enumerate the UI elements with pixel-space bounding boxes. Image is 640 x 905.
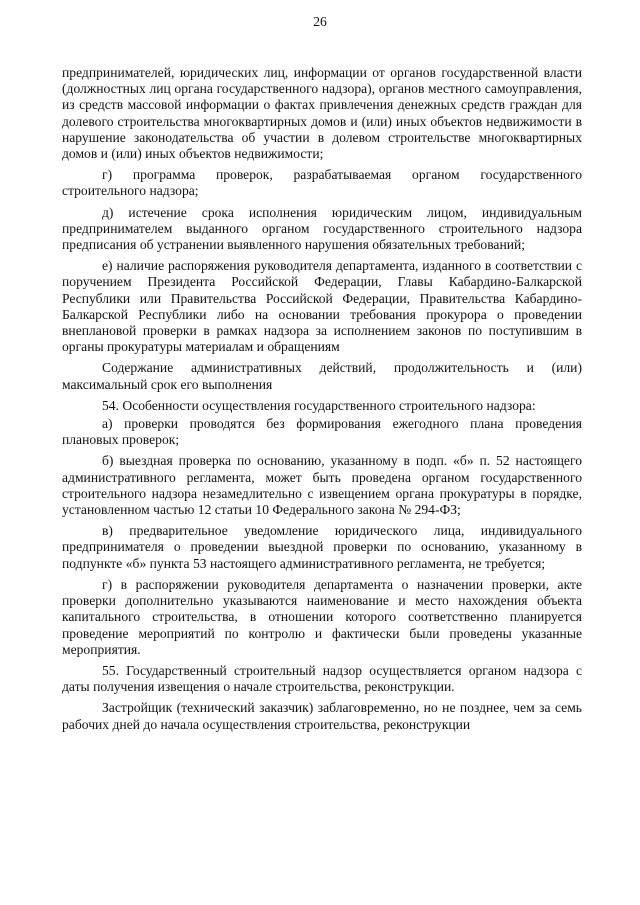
paragraph-continuation: предпринимателей, юридических лиц, информации от органов государственной власти (должностных лиц органа государственного надзора), органов местного самоуправления, из средств массовой информации о фактах привлечения денежных средств граждан для долевого строительства многоквартирных домов и (или) иных объектов недвижимости в нарушение законодательства об участии в долевом строительстве многоквартирных домов и (или) иных объектов недвижимости; bbox=[62, 65, 582, 162]
paragraph-54-a: а) проверки проводятся без формирования ежегодного плана проведения плановых проверок; bbox=[62, 416, 582, 448]
document-body bbox=[62, 65, 582, 738]
paragraph-54-b: б) выездная проверка по основанию, указанному в подп. «б» п. 52 настоящего административного регламента, может быть проведена органом государственного строительного надзора незамедлительно с извещением органа прокуратуры в порядке, установленном частью 12 статьи 10 Федерального закона № 294-ФЗ; bbox=[62, 453, 582, 518]
page-number: 26 bbox=[313, 14, 327, 29]
paragraph-item-e: е) наличие распоряжения руководителя департамента, изданного в соответствии с поручением Президента Российской Федерации, Главы Кабардино-Балкарской Республики или Правительства Российской Федерации, Правительства Кабардино-Балкарской Республики либо на основании требования прокурора о проведении внеплановой проверки в рамках надзора за исполнением законов по поступившим в органы прокуратуры материалам и обращениям bbox=[62, 258, 582, 355]
paragraph-item-g: г) программа проверок, разрабатываемая органом государственного строительного надзора; bbox=[62, 167, 582, 199]
paragraph-item-d: д) истечение срока исполнения юридическим лицом, индивидуальным предпринимателем выданного органом государственного строительного надзора предписания об устранении выявленного нарушения обязательных требований; bbox=[62, 204, 582, 253]
paragraph-54-g: г) в распоряжении руководителя департамента о назначении проверки, акте проверки дополнительно указываются наименование и место нахождения объекта капитального строительства, в отношении которого соответственно планируется проведение мероприятий по контролю и фактически были проведены указанные мероприятия. bbox=[62, 576, 582, 657]
paragraph-54: 54. Особенности осуществления государственного строительного надзора: bbox=[102, 397, 536, 413]
paragraph-54-v: в) предварительное уведомление юридического лица, индивидуального предпринимателя о проведении выездной проверки по основанию, указанному в подпункте «б» пункта 53 настоящего административного регламента, не требуется; bbox=[62, 523, 582, 571]
paragraph-developer: Застройщик (технический заказчик) заблаговременно, но не позднее, чем за семь рабочих дней до начала осуществления строительства, реконструкции bbox=[62, 700, 582, 732]
section-heading-content: Содержание административных действий, продолжительность и (или) максимальный срок его выполнения bbox=[62, 360, 582, 392]
paragraph-55: 55. Государственный строительный надзор осуществляется органом надзора с даты получения извещения о начале строительства, реконструкции. bbox=[62, 662, 582, 695]
